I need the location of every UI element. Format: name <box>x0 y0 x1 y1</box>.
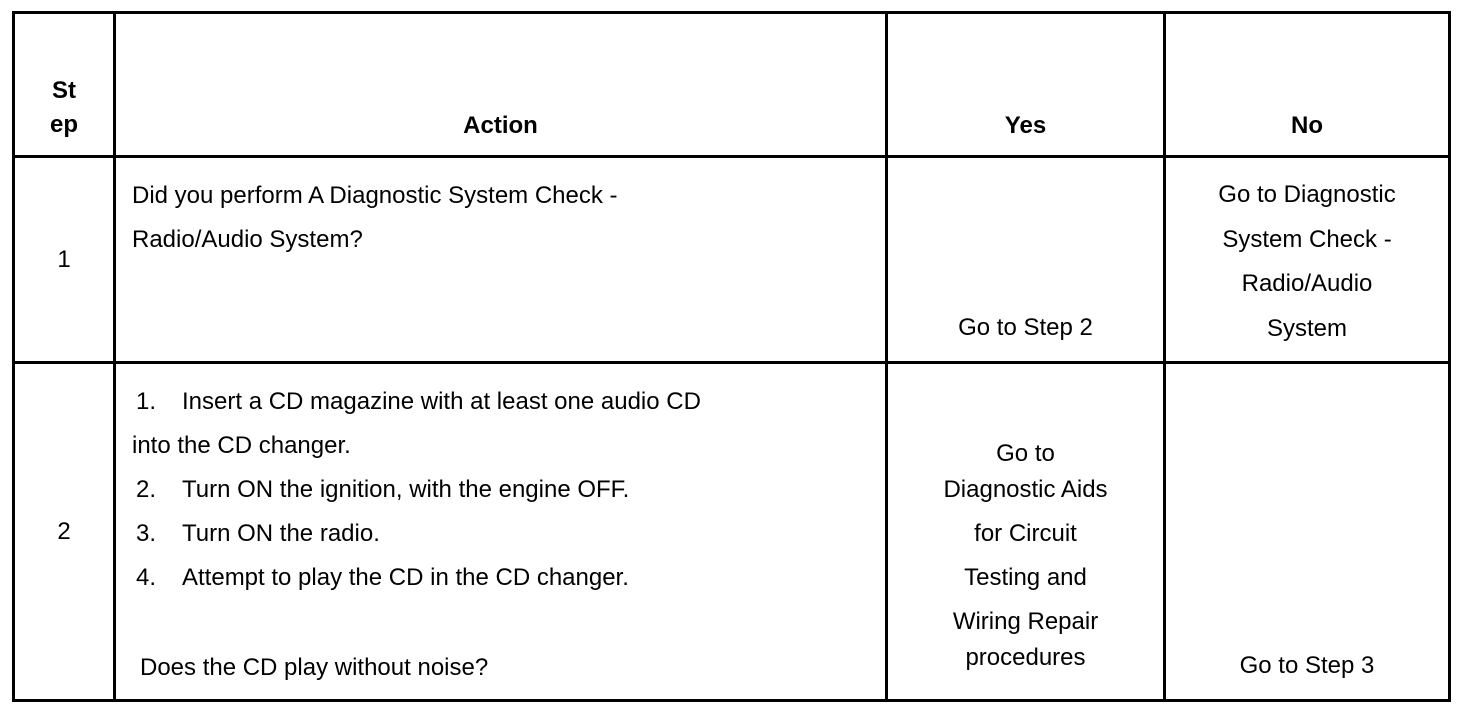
table-row <box>14 363 1450 701</box>
header-yes-label: Yes <box>1004 112 1047 139</box>
row2-action-step <box>132 468 701 512</box>
header-no-label: No <box>1291 112 1323 139</box>
row2-action-step-text: Turn ON the radio. <box>182 520 380 547</box>
row2-action-step-text: Turn ON the ignition, with the engine OFF. <box>182 476 630 503</box>
row1-action-line: Radio/Audio System? <box>132 226 363 253</box>
table-row <box>14 157 1450 363</box>
row2-action-step-text: into the CD changer. <box>132 432 351 459</box>
row2-action-step <box>132 424 701 468</box>
row2-action-step-num: 1. <box>136 388 157 415</box>
diagnostic-table <box>12 11 1451 702</box>
row2-yes-line: Diagnostic Aids <box>943 476 1108 503</box>
header-step <box>14 13 115 157</box>
row1-step-number: 1 <box>57 246 71 273</box>
header-step-line1: St <box>52 77 76 104</box>
row1-action-cell <box>115 157 887 363</box>
row2-action-cell <box>115 363 887 701</box>
row1-yes-cell <box>887 157 1165 363</box>
row2-step-cell <box>14 363 115 701</box>
header-yes <box>887 13 1165 157</box>
row1-action-line: Did you perform A Diagnostic System Check - <box>132 182 618 209</box>
row2-action-step-num: 3. <box>136 520 157 547</box>
header-action-label: Action <box>463 112 538 139</box>
row2-action-step-text: Attempt to play the CD in the CD changer. <box>182 564 629 591</box>
row1-yes-text: Go to Step 2 <box>958 314 1093 341</box>
row1-no-line: System Check - <box>1222 225 1392 253</box>
row2-yes-line: Go to <box>996 440 1055 467</box>
row2-question: Does the CD play without noise? <box>140 654 489 681</box>
header-row <box>14 13 1450 157</box>
row1-step-cell <box>14 157 115 363</box>
row1-no-line: Go to Diagnostic <box>1218 181 1396 208</box>
header-step-line2: ep <box>49 111 78 138</box>
header-no <box>1165 13 1450 157</box>
row2-yes-line: Wiring Repair <box>952 608 1099 635</box>
row2-action-step <box>132 556 701 600</box>
header-action <box>115 13 887 157</box>
row2-action-step-text: Insert a CD magazine with at least one audio CD <box>182 388 701 415</box>
row2-action-step-num: 4. <box>136 564 157 591</box>
row2-no-text: Go to Step 3 <box>1239 652 1375 679</box>
row2-yes-line: Testing and <box>964 564 1087 591</box>
row2-action-step <box>132 512 701 556</box>
row2-yes-line: for Circuit <box>974 520 1077 547</box>
row2-no-cell <box>1165 363 1450 701</box>
row1-no-line: System <box>1266 314 1347 342</box>
row1-no-cell <box>1165 157 1450 363</box>
row2-action-step-num: 2. <box>136 476 157 503</box>
row2-action-step <box>132 380 701 424</box>
row2-yes-line: procedures <box>965 644 1086 671</box>
row2-yes-cell <box>887 363 1165 701</box>
row2-step-number: 2 <box>57 518 71 545</box>
row1-no-line: Radio/Audio <box>1241 270 1373 297</box>
